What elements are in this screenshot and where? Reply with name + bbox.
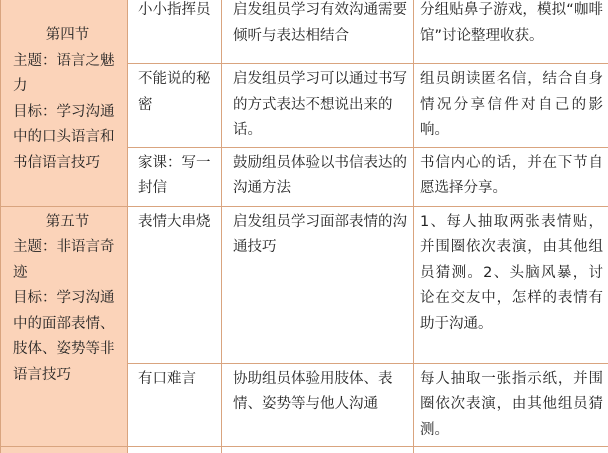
activity-description: 每人抽取一张指示纸，并围圈依次表演，由其他组员猜测。 bbox=[414, 363, 608, 447]
activity-description: 书信内心的话，并在下节自愿选择分享。 bbox=[414, 147, 608, 206]
table-cell bbox=[414, 447, 608, 453]
table-row bbox=[1, 0, 608, 64]
activity-description: 组员朗读匿名信，结合自身情况分享信件对自己的影响。 bbox=[414, 64, 608, 148]
activity-goal: 鼓励组员体验以书信表达的沟通方法 bbox=[222, 147, 414, 206]
section-title: 第四节 bbox=[45, 27, 90, 43]
activity-description: 1、每人抽取两张表情贴，并围圈依次表演，由其他组员猜测。2、头脑风暴，讨论在交友中，怎样的表情有助于沟通。 bbox=[414, 206, 608, 363]
section-theme: 主题：语言之魅力 bbox=[13, 52, 115, 94]
section-theme: 主题：非语言奇迹 bbox=[13, 239, 115, 281]
section-cell bbox=[1, 447, 128, 453]
table-row bbox=[1, 206, 608, 363]
activity-goal: 启发组员学习有效沟通需要倾听与表达相结合 bbox=[222, 0, 414, 64]
section-4-cell bbox=[1, 0, 128, 206]
activity-description: 分组贴鼻子游戏，模拟“咖啡馆”讨论整理收获。 bbox=[414, 0, 608, 64]
activity-goal: 启发组员学习可以通过书写的方式表达不想说出来的话。 bbox=[222, 64, 414, 148]
table-cell bbox=[128, 447, 222, 453]
section-goal: 目标：学习沟通中的面部表情、肢体、姿势等非语言技巧 bbox=[13, 290, 115, 383]
activity-name: 不能说的秘密 bbox=[128, 64, 222, 148]
table-cell bbox=[222, 447, 414, 453]
table-row bbox=[1, 447, 608, 453]
activity-name: 有口难言 bbox=[128, 363, 222, 447]
section-title: 第五节 bbox=[45, 213, 90, 230]
activity-goal: 启发组员学习面部表情的沟通技巧 bbox=[222, 206, 414, 363]
section-goal: 目标：学习沟通中的口头语言和书信语言技巧 bbox=[13, 103, 115, 171]
activity-name: 小小指挥员 bbox=[128, 0, 222, 64]
section-5-cell bbox=[1, 206, 128, 447]
activity-goal: 协助组员体验用肢体、表情、姿势等与他人沟通 bbox=[222, 363, 414, 447]
activity-name: 家课：写一封信 bbox=[128, 147, 222, 206]
activity-name: 表情大串烧 bbox=[128, 206, 222, 363]
